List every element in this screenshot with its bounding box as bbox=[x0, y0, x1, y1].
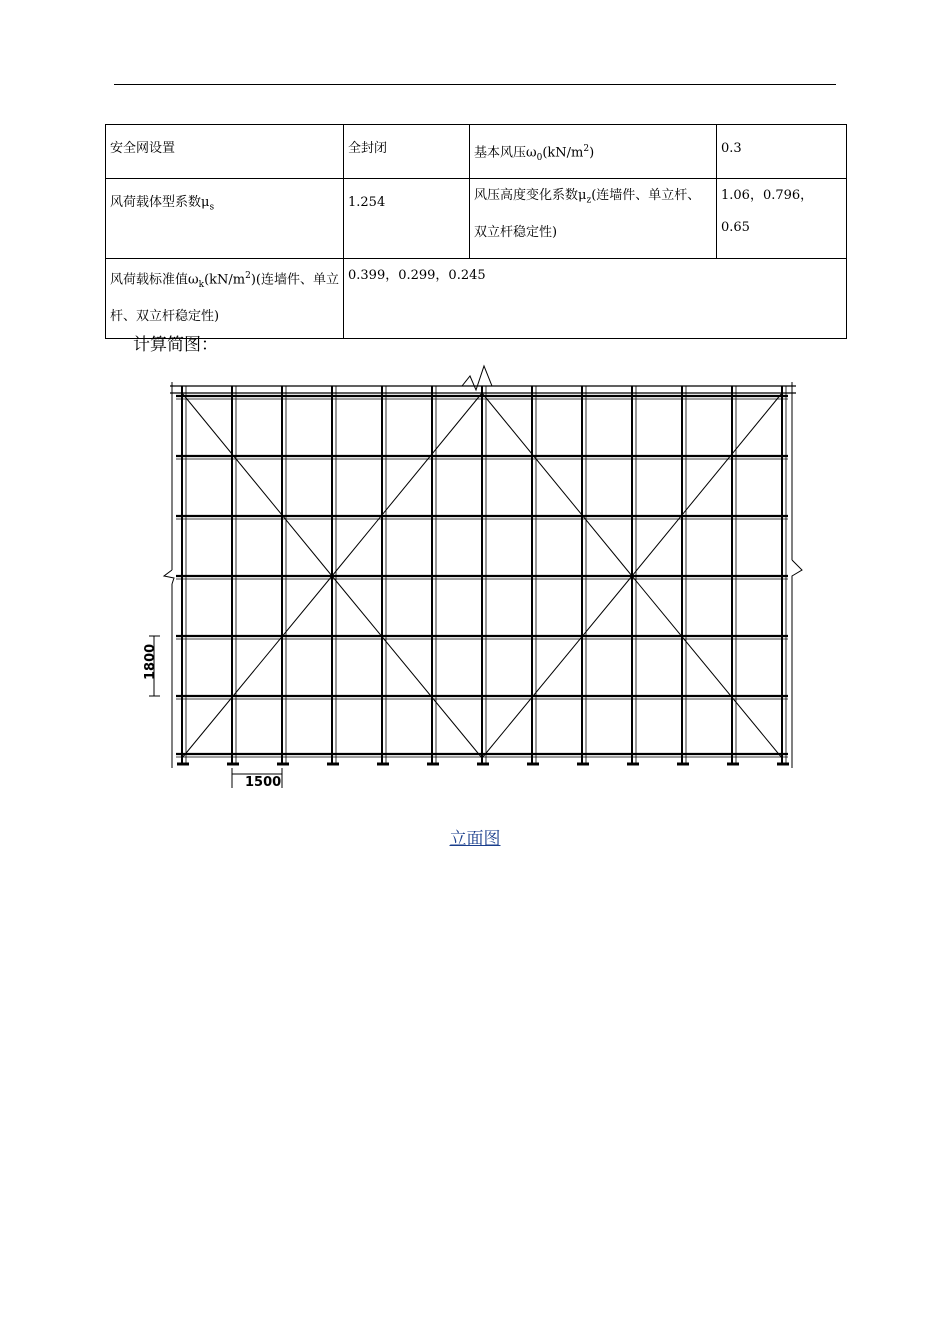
horizontal-dimension-label: 1500 bbox=[245, 775, 282, 790]
scaffold-elevation-diagram bbox=[140, 362, 820, 802]
table-row bbox=[106, 258, 847, 338]
table-cell: 1.06，0.796，0.65 bbox=[717, 178, 847, 258]
parameter-table bbox=[105, 124, 847, 339]
table-cell: 全封闭 bbox=[344, 125, 470, 179]
diagram-caption: 计算简图： bbox=[133, 335, 218, 355]
break-mark bbox=[164, 570, 174, 584]
table-cell: 风压高度变化系数$\mu_z$(连墙件、单立杆、双立杆稳定性) bbox=[470, 178, 717, 258]
figure-title-link[interactable]: 立面图 bbox=[449, 829, 501, 849]
brace-line bbox=[332, 393, 482, 576]
table-row bbox=[106, 125, 847, 179]
brace-line bbox=[182, 576, 332, 758]
table-cell: 1.254 bbox=[344, 178, 470, 258]
table-cell: 0.399，0.299，0.245 bbox=[344, 258, 847, 338]
table-row bbox=[106, 178, 847, 258]
table-cell: 风荷载体型系数$\mu_s$ bbox=[106, 178, 344, 258]
brace-line bbox=[632, 576, 782, 758]
vertical-dimension-label: 1800 bbox=[143, 643, 158, 680]
brace-line bbox=[482, 393, 632, 576]
brace-line bbox=[482, 576, 632, 758]
table-cell: 安全网设置 bbox=[106, 125, 344, 179]
break-mark bbox=[792, 560, 802, 580]
header-rule bbox=[114, 84, 836, 85]
brace-line bbox=[632, 393, 782, 576]
table-cell: 0.3 bbox=[717, 125, 847, 179]
table-cell: 风荷载标准值$\omega_k(kN/m^2)$(连墙件、单立杆、双立杆稳定性) bbox=[106, 258, 344, 338]
table-cell: 基本风压$\omega_0(kN/m^2)$ bbox=[470, 125, 717, 179]
brace-line bbox=[332, 576, 482, 758]
brace-line bbox=[182, 393, 332, 576]
